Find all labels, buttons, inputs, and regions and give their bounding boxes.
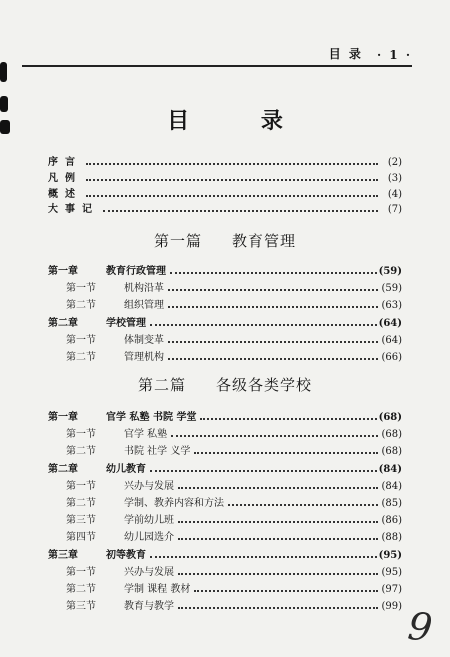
toc-page-number: (95) [378,549,402,561]
toc-entry-title: 组织管理 [124,300,164,312]
toc-entry-title: 凡例 [48,173,82,184]
dot-leader [168,340,378,343]
dot-leader [178,572,378,575]
chapter-number: 第三章 [48,549,78,561]
section-number: 第一节 [66,480,96,492]
toc-entry-title: 初等教育 [106,549,146,561]
toc-entry [48,153,402,167]
toc-entry [66,528,402,542]
toc-entry [66,348,402,362]
dot-leader [228,503,378,506]
toc-entry-title: 幼儿园选介 [124,532,174,544]
section-number: 第二节 [66,300,96,312]
section-number: 第三节 [66,601,96,613]
toc-page-number: (2) [387,157,402,168]
toc-page-number: (99) [381,601,402,613]
toc-page-number: (66) [381,352,402,363]
toc-entry-title: 学校管理 [106,317,146,329]
toc-entry [48,169,402,183]
toc-entry [66,331,402,345]
toc-page-number: (7) [387,204,402,215]
toc-entry [66,425,402,439]
dot-leader [86,178,378,181]
dot-leader [150,555,377,558]
toc-entry [48,200,402,214]
toc-page-number: (4) [387,189,402,200]
dot-leader [168,305,378,308]
part-number: 第一篇 [153,232,202,250]
toc-entry-title: 官学 私塾 [124,429,168,441]
toc-page-number: (85) [381,498,402,509]
section-number: 第一节 [66,283,96,295]
toc-entry [66,494,402,508]
toc-entry [48,460,402,474]
toc-entry-title: 学制、教养内容和方法 [124,498,224,509]
dot-leader [178,537,378,540]
toc-entry [66,442,402,456]
toc-page-number: (63) [381,300,402,312]
toc-page-number: (3) [387,173,402,184]
dot-leader [194,451,378,454]
toc-entry [48,262,402,276]
toc-page-number: (68) [381,429,402,441]
toc-entry [66,580,402,594]
toc-entry-title: 书院 社学 义学 [124,446,191,458]
section-number: 第二节 [66,498,96,509]
dot-leader [194,589,378,592]
section-number: 第四节 [66,532,96,544]
toc-entry [66,563,402,577]
toc-page-number: (59) [378,266,402,277]
toc-entry-title: 大事记 [48,204,99,215]
toc-page-number: (68) [381,446,402,458]
toc-entry-title: 兴办与发展 [124,566,174,578]
section-number: 第一节 [66,566,96,578]
toc-entry [48,408,402,422]
toc-entry [48,185,402,199]
toc-entry-title: 官学 私塾 书院 学堂 [106,412,197,423]
part-number: 第二篇 [137,376,186,394]
toc-page-number: (64) [381,334,402,346]
page-title: 目 录 [167,108,315,134]
toc-entry-title: 序言 [48,157,82,168]
section-number: 第三节 [66,515,96,527]
toc-page-number: (59) [381,283,402,295]
handwritten-mark: 9 [405,603,435,651]
toc-page-number: (95) [381,566,402,578]
chapter-number: 第二章 [48,463,78,475]
toc-entry [48,314,402,328]
toc-page-number: (88) [381,532,402,544]
dot-leader [168,288,378,291]
toc-entry [66,511,402,525]
toc-entry [48,546,402,560]
part-title: 各级各类学校 [216,376,313,394]
dot-leader [170,271,377,274]
toc-entry-title: 机构沿革 [124,283,164,295]
toc-page-number: (97) [381,584,402,595]
toc-entry-title: 概述 [48,189,82,200]
section-number: 第二节 [66,446,96,458]
chapter-number: 第一章 [48,412,78,423]
toc-entry-title: 教育行政管理 [106,266,166,277]
toc-page-number: (84) [378,463,402,475]
toc-entry-title: 体制变革 [124,334,164,346]
dot-leader [150,323,377,326]
part-title: 教育管理 [232,232,297,250]
toc-entry-title: 教育与教学 [124,601,174,613]
dot-leader [86,194,378,197]
toc-entry-title: 兴办与发展 [124,480,174,492]
toc-entry-title: 学制 课程 教材 [124,584,191,595]
running-header [22,40,412,67]
chapter-number: 第一章 [48,266,78,277]
toc-page-number: (86) [381,515,402,527]
section-number: 第一节 [66,429,96,441]
dot-leader [200,417,376,420]
dot-leader [103,209,378,212]
section-number: 第二节 [66,352,96,363]
dot-leader [171,434,378,437]
dot-leader [178,606,378,609]
toc-entry [66,296,402,310]
dot-leader [86,162,378,165]
chapter-number: 第二章 [48,317,78,329]
dot-leader [150,469,377,472]
page-number: · 1 · [376,48,412,62]
toc-page-number: (68) [378,412,402,423]
section-number: 第二节 [66,584,96,595]
toc-entry [66,477,402,491]
toc-entry [66,279,402,293]
part-heading [0,374,450,395]
scan-edge-artifact [0,62,7,82]
running-header-title: 目 录 [328,47,363,61]
part-heading [0,230,450,251]
toc-page-number: (64) [378,317,402,329]
dot-leader [178,520,378,523]
toc-entry [66,597,402,611]
section-number: 第一节 [66,334,96,346]
toc-entry-title: 幼儿教育 [106,463,146,475]
dot-leader [178,486,378,489]
dot-leader [168,357,378,360]
toc-entry-title: 管理机构 [124,352,164,363]
toc-page-number: (84) [381,480,402,492]
toc-entry-title: 学前幼儿班 [124,515,174,527]
